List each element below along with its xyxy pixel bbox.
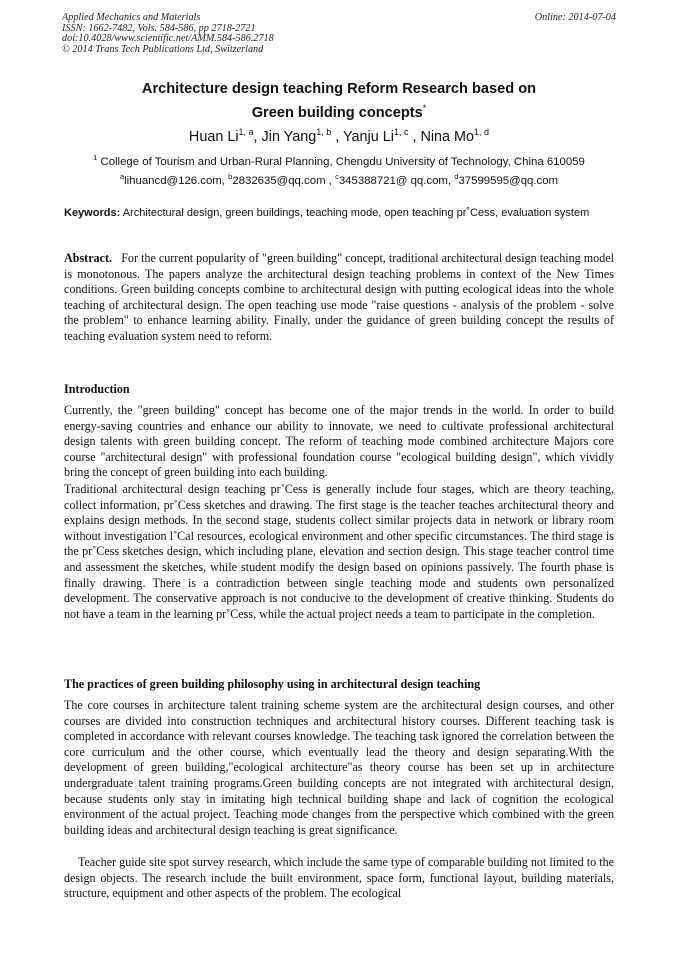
introduction-heading: Introduction — [64, 382, 130, 396]
email-sup: a — [119, 172, 125, 181]
keywords-label: Keywords: — [64, 207, 121, 219]
online-date: Online: 2014-07-04 — [534, 12, 616, 23]
title-line-1: Architecture design teaching Reform Research based on — [141, 81, 537, 97]
email-address[interactable]: 2832635@qq.com — [232, 174, 326, 187]
author-name: Jin Yang — [261, 128, 317, 145]
author-sup: 1, b — [316, 127, 332, 137]
affiliation — [64, 151, 614, 169]
affiliation-text: College of Tourism and Urban-Rural Planning, Chengdu University of Technology, China 610059 — [100, 155, 585, 168]
abstract-section — [64, 251, 614, 345]
title-line-2 — [64, 99, 614, 122]
abstract-text: For the current popularity of "green building" concept, traditional architectural design teaching model is monotonous. The papers analyze the architectural design teaching problems in context of the New Times conditions. Green building concepts combine to architectural design with putting ecological ideas into the whole teaching of architectural design. The open teaching use mode "raise questions - analysis of the problem - solve the problem" to enhance learning ability. Finally, under the guidance of green building concept the results of teaching evaluation system need to reform. — [64, 251, 614, 343]
running-header — [62, 13, 616, 55]
affiliation-sup: 1 — [93, 153, 98, 162]
title-line-2-text: Green building concepts — [251, 104, 423, 121]
author-name: Yanju Li — [343, 128, 394, 145]
email-list: $^a$lihuancd@126.com, $^b$2832635@qq.com , $^c$345388721@ qq.com, $^d$37599595@qq.com — [119, 172, 559, 187]
email-address[interactable]: lihuancd@126.com — [124, 174, 222, 187]
email-address[interactable]: 37599595@qq.com — [458, 174, 559, 187]
author-name: Nina Mo — [420, 128, 475, 145]
issn-line: ISSN: 1662-7482, Vols. 584-586, pp 2718-2721 — [62, 22, 256, 34]
author-sup: 1, a — [238, 127, 254, 137]
keywords-section — [64, 207, 614, 221]
author-sup: 1, c — [393, 127, 409, 137]
keywords-text: Architectural design, green buildings, teaching mode, open teaching pr˚Cess, evaluation system — [122, 207, 590, 219]
introduction-paragraph-1: Currently, the "green building" concept has become one of the major trends in the world. In order to build energy-saving countries and enhance our ability to innovate, we need to cultivate professional architectural design talents with green building concept. The reform of teaching mode combined architecture Majors core course "architectural design" with professional foundation course "ecological building design", which vividly bring the concept of green building into each building. — [64, 403, 614, 480]
author-name: Huan Li — [188, 128, 239, 145]
abstract-label: Abstract. — [64, 251, 113, 265]
introduction-paragraph-2: Traditional architectural design teaching pr˚Cess is generally include four stages, which are theory teaching, collect information, pr˚Cess sketches and drawing. The first stage is the teacher teaches architectural theory and explains design methods. In the second stage, students collect similar projects data in network or library room without investigation l˚Cal resources, ecological environment and other specific circumstances. The third stage is the pr˚Cess sketches design, which including plane, elevation and section design. This stage teacher control time and assessment the sketches, while student modify the design based on opinions passively. The fourth phase is finally drawing. There is a contradiction between single teaching mode and students own personalized development. The conservative approach is not conducive to the development of creative thinking. Students do not have a team in the learning pr˚Cess, while the actual project needs a team to participate in the completion. — [64, 482, 614, 621]
email-sup: c — [335, 172, 339, 181]
email-address[interactable]: 345388721@ qq.com — [338, 174, 448, 187]
paper-title — [64, 80, 614, 122]
copyright-line: © 2014 Trans Tech Publications Ltd, Switzerland — [62, 43, 264, 55]
email-sup: b — [228, 172, 233, 181]
author-sup: 1, d — [474, 127, 490, 137]
email-sup: d — [454, 172, 459, 181]
journal-name: Applied Mechanics and Materials — [62, 12, 201, 23]
doi-line: doi:10.4028/www.scientific.net/AMM.584-586.2718 — [62, 33, 274, 45]
practices-heading: The practices of green building philosophy using in architectural design teaching — [64, 677, 481, 691]
title-footnote-mark: * — [422, 102, 427, 113]
author-list: Huan Li$^{1, a}$, Jin Yang$^{1, b}$ , Yanju Li$^{1, c}$ , Nina Mo$^{1, d}$ — [188, 127, 490, 145]
practices-paragraph-2: Teacher guide site spot survey research, which include the same type of comparable building not limited to the design objects. The research include the built environment, space form, functional layout, building materials, structure, equipment and other aspects of the problem. The ecological — [64, 855, 614, 901]
practices-paragraph-1: The core courses in architecture talent training scheme system are the architectural design courses, and other courses are divided into construction techniques and architectural history courses. Different teaching task is completed in accordance with relevant courses knowledge. The teaching task ignored the correlation between the core curriculum and the other course, which eventually lead the theory and design separating.With the development of green building,"ecological architecture"as theory course has been set up in architecture undergraduate talent training programs.Green building concepts are not integrated with architectural design, because students only stay in imitating high technical building shape and lack of cognition the ecological environment of the actual project. Teaching mode changes from the perspective which combined with the green building ideas and architectural design teaching is great significance. — [64, 698, 614, 837]
